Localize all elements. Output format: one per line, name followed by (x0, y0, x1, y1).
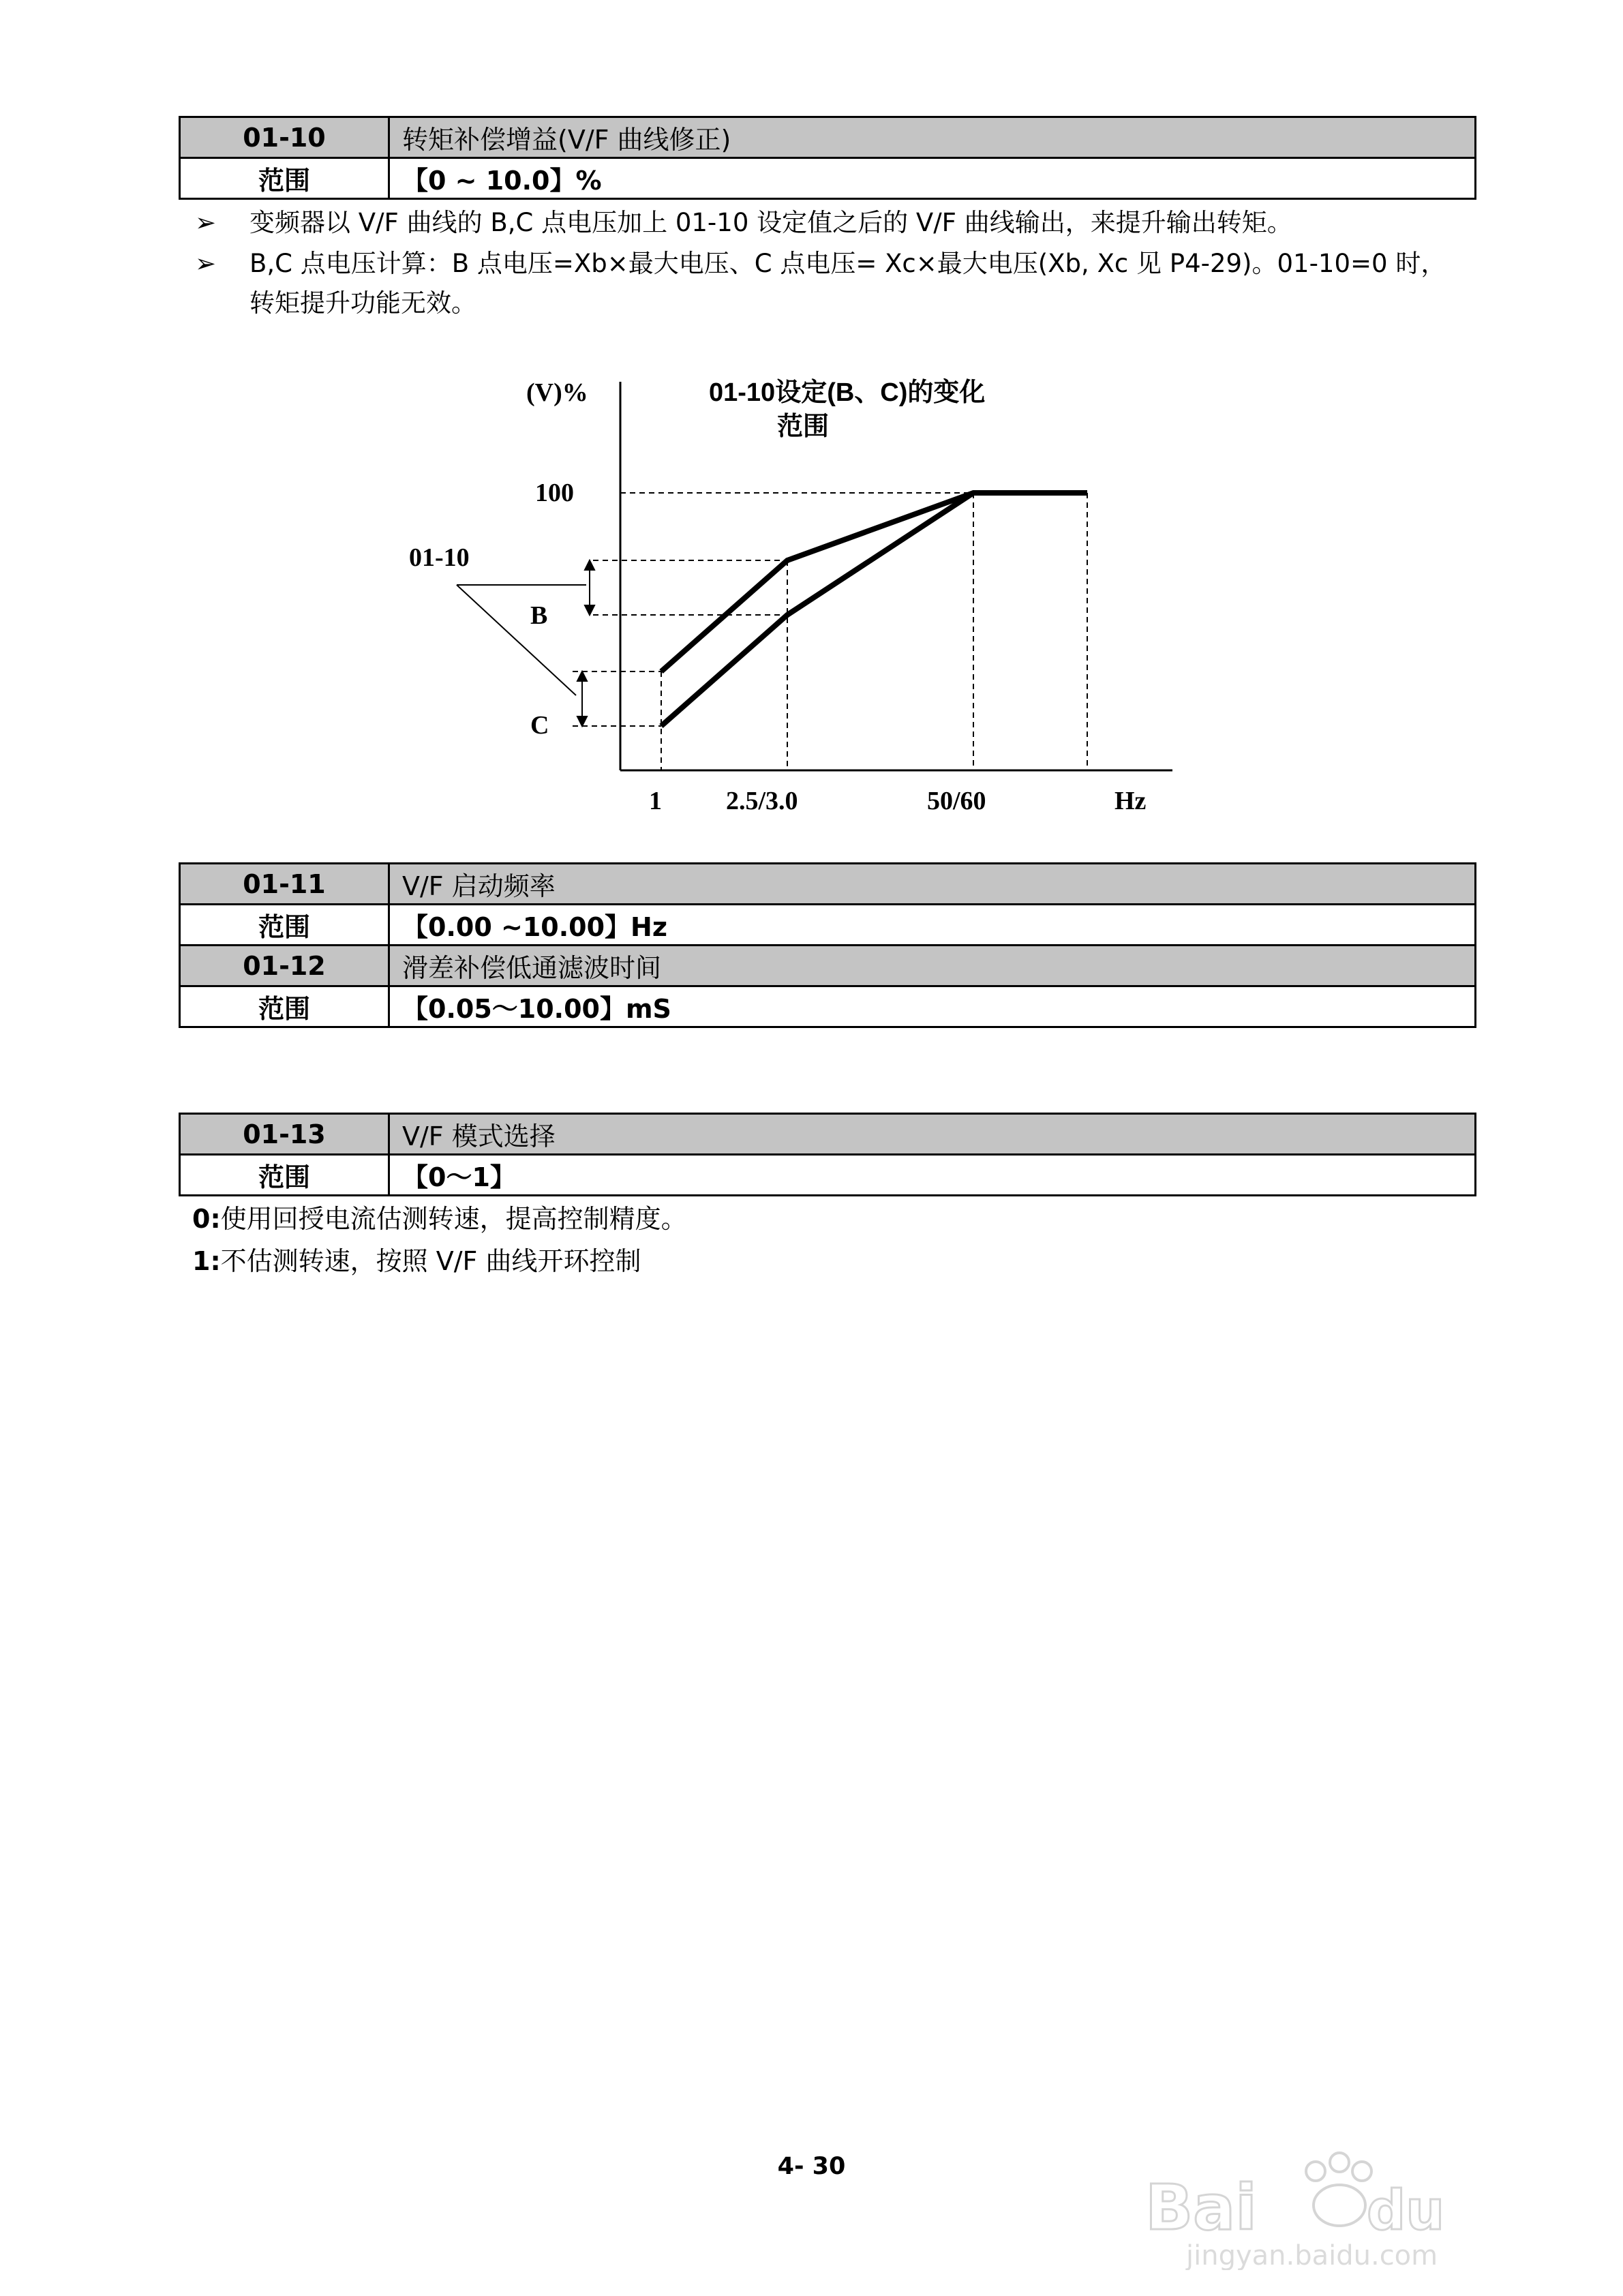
bullet-text: 变频器以 V/F 曲线的 B,C 点电压加上 01-10 设定值之后的 V/F 曲线输出，来提升输出转矩。 (249, 208, 1292, 237)
param-name: V/F 模式选择 (389, 1114, 1476, 1155)
chart-title-line2: 范围 (777, 412, 830, 441)
svg-text:jingyan.baidu.com: jingyan.baidu.com (1186, 2240, 1438, 2270)
param-name: 滑差补偿低通滤波时间 (389, 946, 1476, 986)
y-axis-label: (V)% (526, 378, 588, 407)
param-code: 01-13 (180, 1114, 389, 1155)
param-name: 转矩补偿增益(V/F 曲线修正) (389, 117, 1476, 158)
option-text: 使用回授电流估测转速，提高控制精度。 (220, 1204, 687, 1234)
param-name: V/F 启动频率 (389, 864, 1476, 905)
x-axis-label: Hz (1114, 787, 1147, 815)
y-tick-label: 100 (535, 479, 574, 507)
param-table-01-11-01-12 (179, 862, 1476, 1028)
param-code: 01-10 (180, 117, 389, 158)
svg-text:Bai: Bai (1145, 2171, 1257, 2244)
annotation-b: B (530, 601, 548, 630)
bullet-text: B,C 点电压计算：B 点电压=Xb×最大电压、C 点电压= Xc×最大电压(Xb, Xc 见 P4-29)。01-10=0 时，转矩提升功能无效。 (249, 249, 1446, 318)
range-label: 范围 (180, 1155, 389, 1196)
vf-curve-chart (382, 354, 1200, 832)
series-base-line (661, 493, 973, 726)
x-tick-label: 2.5/3.0 (726, 787, 798, 815)
range-value: 【0 ~ 10.0】% (389, 158, 1476, 199)
guide-lines (573, 493, 1087, 770)
option-key: 1: (192, 1246, 221, 1276)
option-note (192, 1200, 687, 1238)
label-leader-lines (457, 585, 586, 695)
param-code: 01-12 (180, 946, 389, 986)
chart-title: 01-10设定(B、C)的变化 (709, 378, 986, 407)
param-table-01-10 (179, 116, 1476, 200)
range-label: 范围 (180, 986, 389, 1027)
x-tick-label: 1 (649, 787, 662, 815)
range-value: 【0～1】 (389, 1155, 1476, 1196)
range-value: 【0.05～10.00】mS (389, 986, 1476, 1027)
x-tick-label: 50/60 (927, 787, 986, 815)
option-key: 0: (192, 1204, 221, 1234)
bullet-arrow-icon: ➢ (195, 208, 217, 237)
range-label: 范围 (180, 905, 389, 946)
option-text: 不估测转速，按照 V/F 曲线开环控制 (220, 1246, 641, 1276)
param-table-01-13 (179, 1113, 1476, 1196)
series-boosted-line (661, 493, 1087, 671)
annotation-01-10: 01-10 (409, 543, 470, 572)
bullet-arrow-icon: ➢ (195, 249, 217, 278)
option-note (192, 1242, 641, 1280)
annotation-c: C (530, 711, 549, 740)
svg-text:du: du (1367, 2179, 1445, 2242)
range-value: 【0.00 ~10.00】Hz (389, 905, 1476, 946)
range-label: 范围 (180, 158, 389, 199)
bullet-item (195, 244, 1463, 323)
param-code: 01-11 (180, 864, 389, 905)
page-number: 4- 30 (777, 2153, 846, 2180)
bullet-item (195, 203, 1463, 243)
